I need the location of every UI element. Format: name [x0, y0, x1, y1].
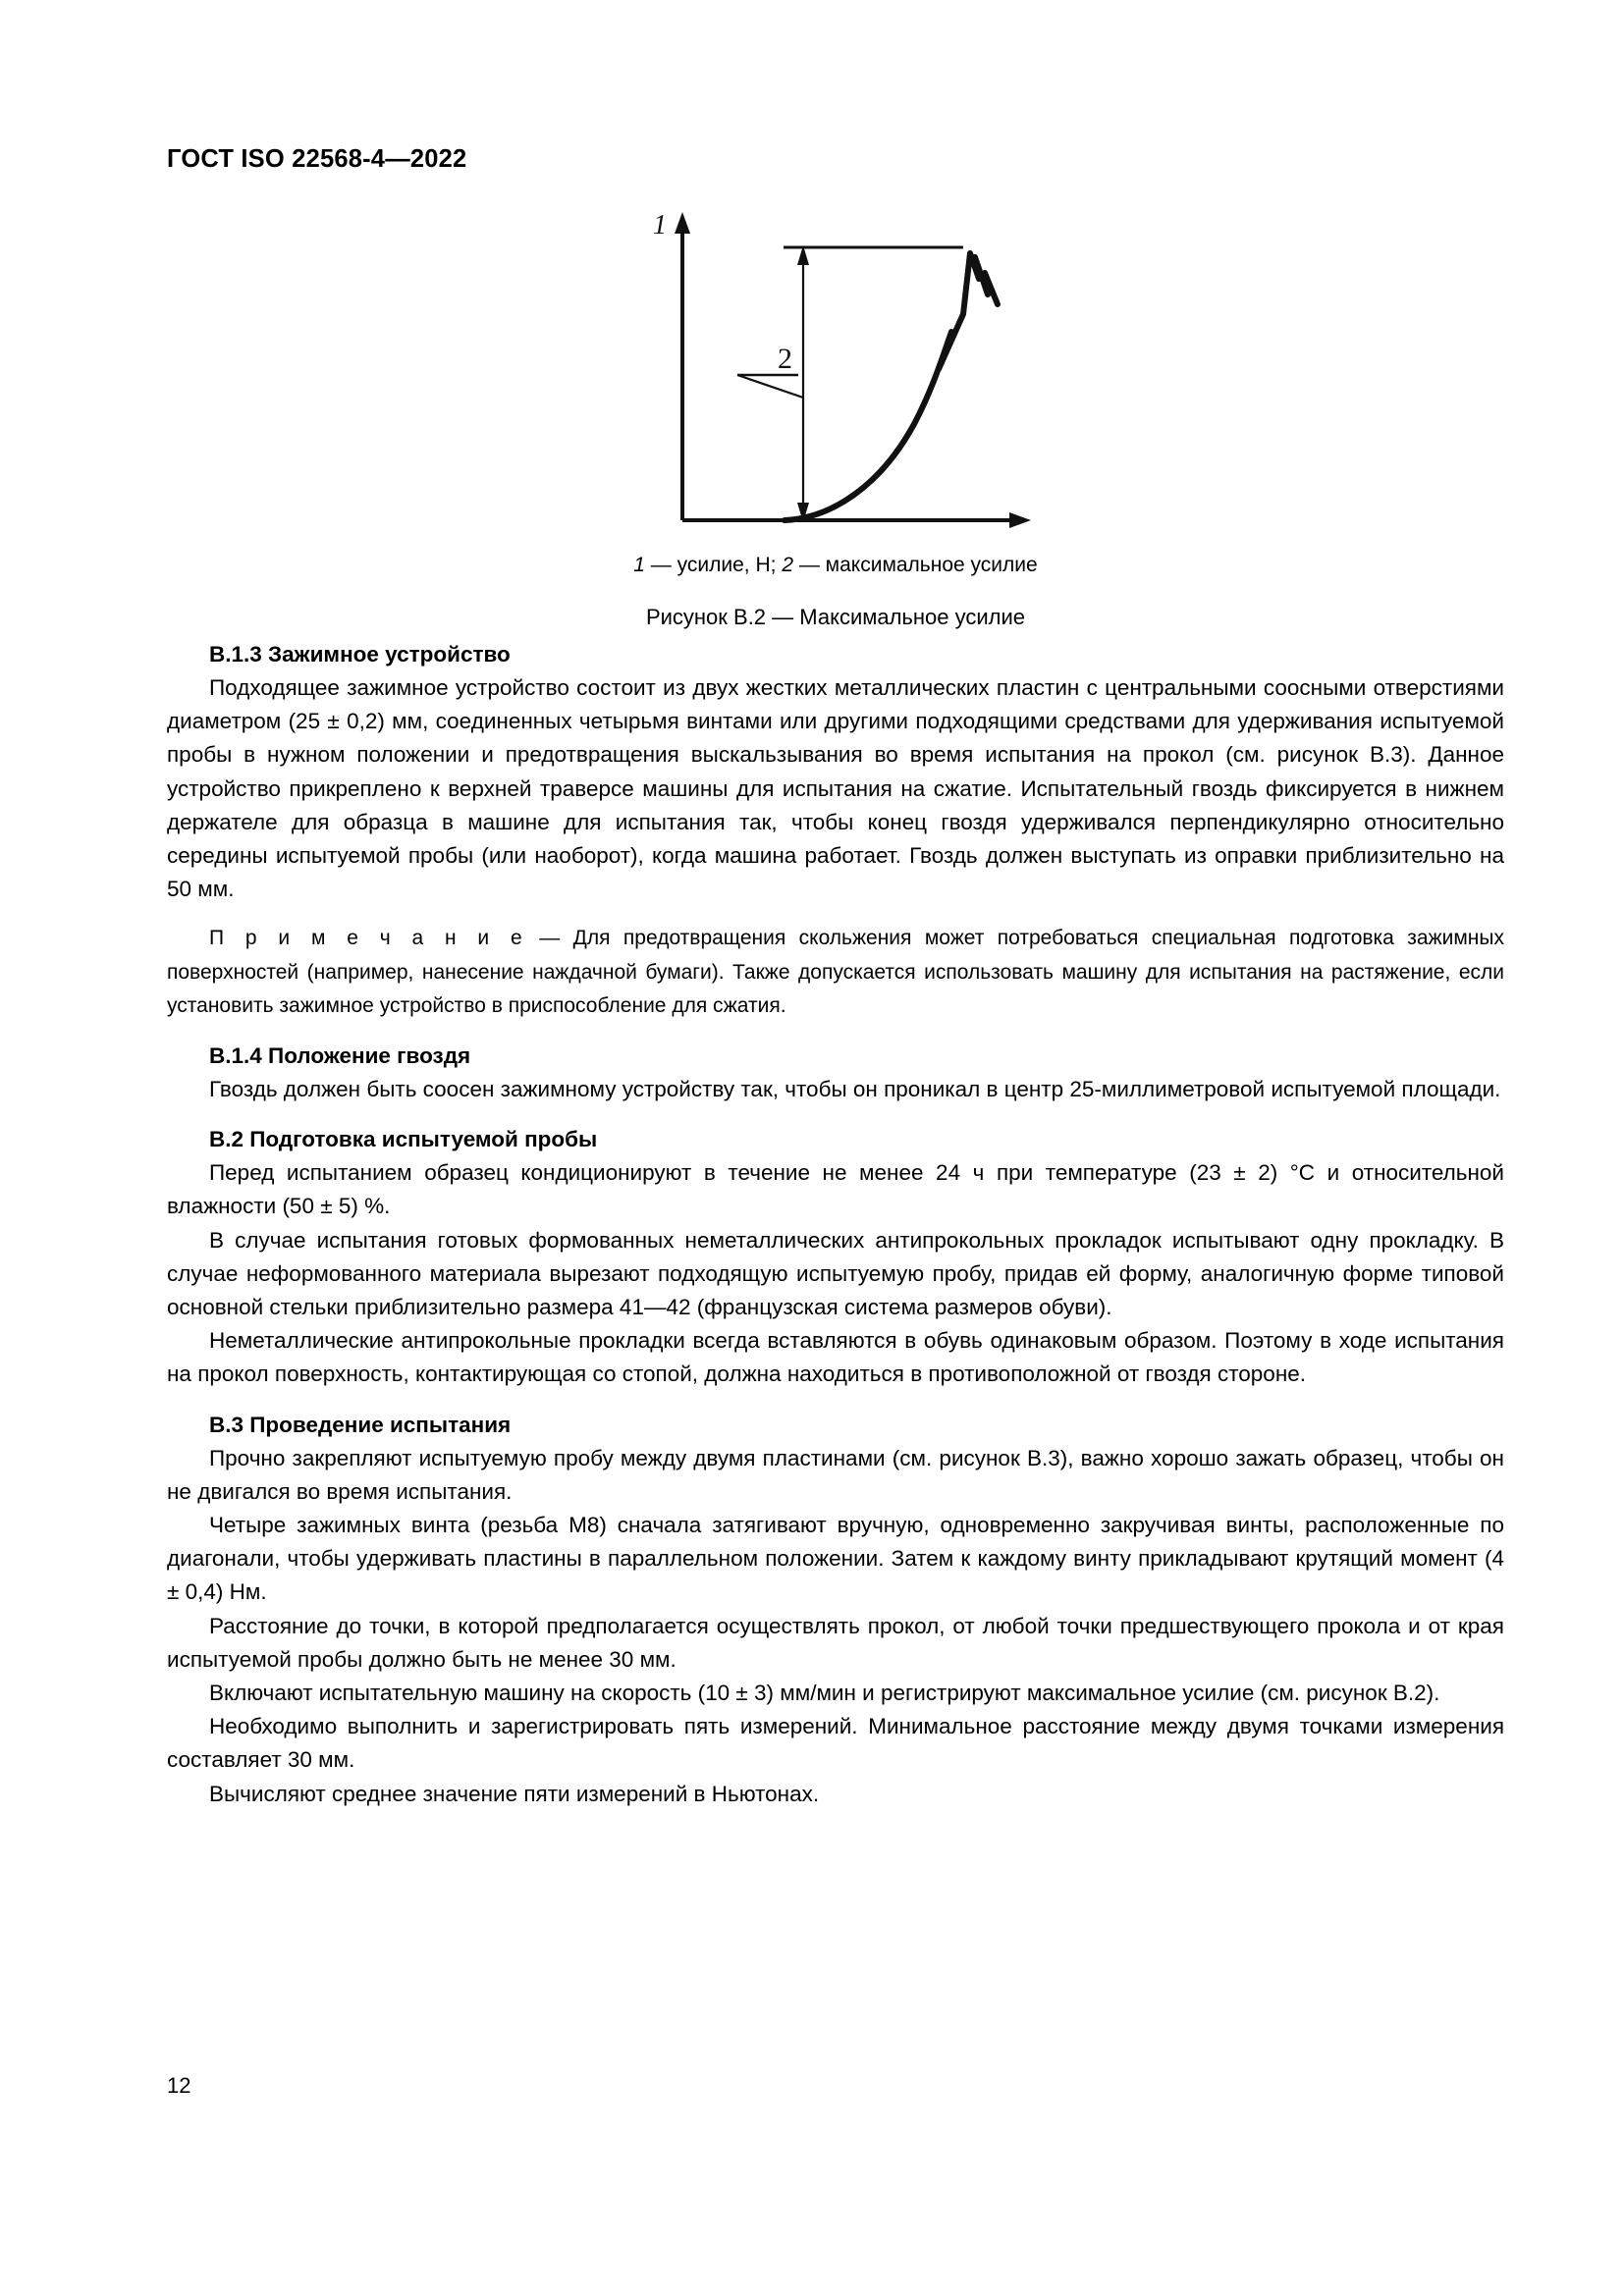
page-number: 12	[167, 2073, 191, 2098]
paragraph-b-3-5: Необходимо выполнить и зарегистрировать пять измерений. Минимальное расстояние между двумя точками измерения составляет 30 мм.	[167, 1714, 1504, 1773]
figure-key-num-2: 2	[782, 554, 793, 576]
document-header: ГОСТ ISO 22568-4—2022	[167, 145, 467, 173]
paragraph-b-1-4-1: Гвоздь должен быть соосен зажимному устройству так, чтобы он проникал в центр 25-миллиметровой испытуемой площади.	[209, 1077, 1501, 1102]
paragraph-b-3-1: Прочно закрепляют испытуемую пробу между двумя пластинами (см. рисунок В.3), важно хорошо зажать образец, чтобы он не двигался во время испытания.	[167, 1445, 1504, 1504]
paragraph-b-3-3: Расстояние до точки, в которой предполагается осуществлять прокол, от любой точки предшествующего прокола и от края испытуемой пробы должно быть не менее 30 мм.	[167, 1613, 1504, 1672]
paragraph-b-1-3-1: Подходящее зажимное устройство состоит из двух жестких металлических пластин с центральными соосными отверстиями диаметром (25 ± 0,2) мм, соединенных четырьмя винтами или другими подходящими средствами для удерживания испытуемой пробы в нужном положении и предотвращения выскальзывания во время испытания на прокол (см. рисунок В.3). Данное устройство прикреплено к верхней траверсе машины для испытания на сжатие. Испытательный гвоздь фиксируется в нижнем держателе для образца в машине для испытания так, чтобы конец гвоздя удерживался перпендикулярно относительно середины испытуемой пробы (или наоборот), когда машина работает. Гвоздь должен выступать из оправки приблизительно на 50 мм.	[167, 675, 1504, 902]
paragraph-b-3-6: Вычисляют среднее значение пяти измерений в Ньютонах.	[209, 1781, 820, 1806]
body-content	[167, 638, 1504, 1811]
note-b-1-3	[167, 922, 1504, 1023]
section-spacer	[167, 1023, 1504, 1040]
heading-b-1-4: B.1.4 Положение гвоздя	[209, 1043, 471, 1069]
figure-caption: Рисунок В.2 — Максимальное усилие	[645, 605, 1026, 629]
heading-b-3: B.3 Проведение испытания	[209, 1412, 512, 1437]
figure-key-text-1: — усилие, Н;	[644, 554, 783, 576]
paragraph-b-3-2: Четыре зажимных винта (резьба М8) сначала затягивают вручную, одновременно закручивая винты, расположенные по диагонали, чтобы удерживать пластины в параллельном положении. Затем к каждому винту прикладывают крутящий момент (4 ± 0,4) Нм.	[167, 1513, 1504, 1605]
paragraph-b-2-1: Перед испытанием образец кондиционируют в течение не менее 24 ч при температуре (23 ± 2) °С и относительной влажности (50 ± 5) %.	[167, 1160, 1504, 1219]
force-curve-diagram	[629, 196, 1042, 540]
note-label: П р и м е ч а н и е	[209, 927, 526, 950]
heading-b-1-3: B.1.3 Зажимное устройство	[209, 642, 511, 667]
figure-b2	[167, 196, 1504, 630]
paragraph-b-2-2: В случае испытания готовых формованных неметаллических антипрокольных прокладок испытывают одну прокладку. В случае неформованного материала вырезают подходящую испытуемую пробу, придав ей форму, аналогичную форме типовой основной стельки приблизительно размера 41—42 (французская система размеров обуви).	[167, 1227, 1504, 1320]
paragraph-b-3-4: Включают испытательную машину на скорость (10 ± 3) мм/мин и регистрируют максимальное усилие (см. рисунок В.2).	[209, 1681, 1440, 1706]
figure-key-text-2: — максимальное усилие	[793, 554, 1038, 576]
section-spacer	[167, 1392, 1504, 1409]
section-spacer	[167, 1106, 1504, 1123]
callout-label-2: 2	[778, 343, 792, 375]
heading-b-2: B.2 Подготовка испытуемой пробы	[209, 1127, 598, 1152]
figure-key	[167, 554, 1504, 577]
paragraph-spacer	[167, 906, 1504, 922]
paragraph-b-2-3: Неметаллические антипрокольные прокладки всегда вставляются в обувь одинаковым образом. Поэтому в ходе испытания на прокол поверхность, контактирующая со стопой, должна находиться в противоположной от гвоздя стороне.	[167, 1328, 1504, 1387]
axis-label-1: 1	[653, 210, 667, 240]
note-body: — Для предотвращения скольжения может потребоваться специальная подготовка зажимных поверхностей (например, нанесение наждачной бумаги). Также допускается использовать машину для испытания на растяжение, если установить зажимное устройство в приспособление для сжатия.	[167, 927, 1504, 1017]
figure-key-num-1: 1	[633, 554, 645, 576]
